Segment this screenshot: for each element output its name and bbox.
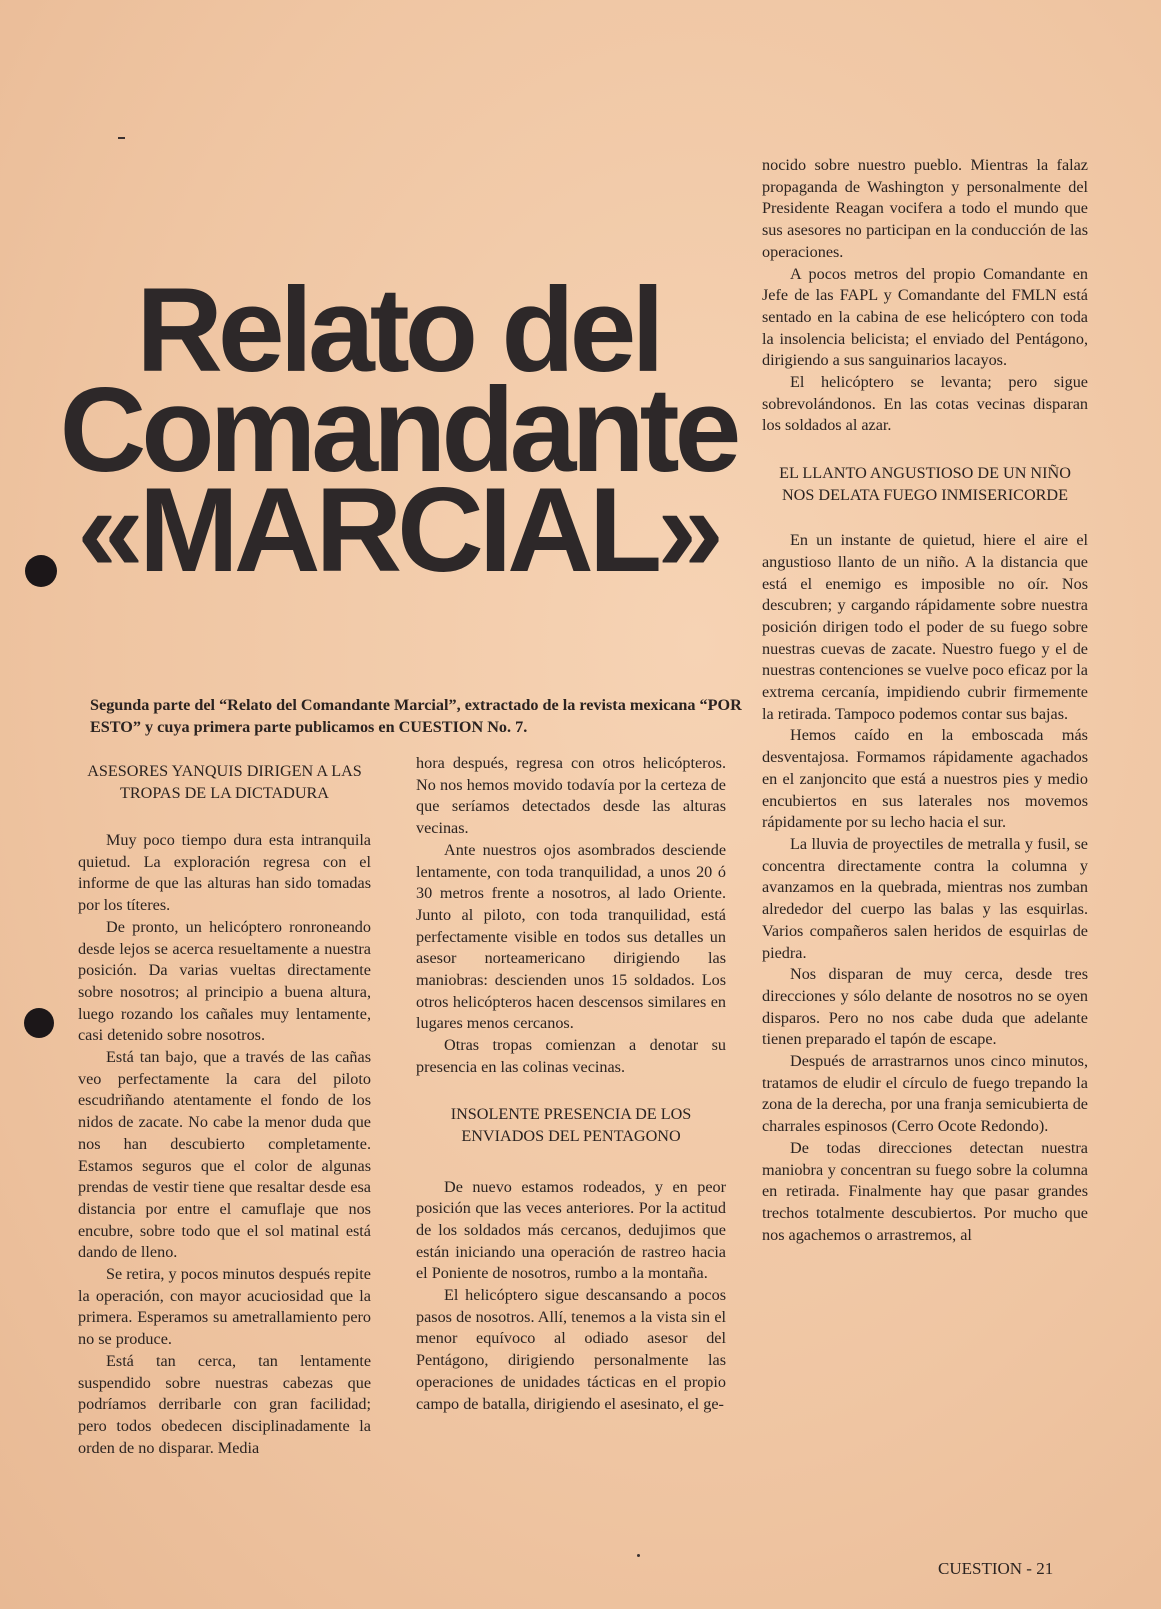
column-1 <box>78 760 371 1459</box>
title-line-3: «MARCIAL» <box>77 463 719 597</box>
paragraph: De nuevo estamos rodeados, y en peor posición que las veces anteriores. Por la actitud de los soldados más cercanos, dedujimos que están iniciando una operación de rastreo hacia el Poniente de nosotros, rumbo a la montaña. <box>416 1177 726 1283</box>
paragraph: Otras tropas comienzan a denotar su presencia en las colinas vecinas. <box>416 1036 726 1076</box>
paragraph: Está tan bajo, que a través de las cañas veo perfectamente la cara del piloto escudriñando atentamente el fondo de los nidos de zacate. No cabe la menor duda que nos han descubierto completamente. Estamos seguros que el color de algunas prendas de vestir tiene que resaltar desde esa distancia por entre el camuflaje que nos encubre, sobre todo que el sol matinal está dando de lleno. <box>78 1048 371 1262</box>
article-title <box>58 263 738 597</box>
column-2 <box>416 753 726 1415</box>
paragraph: Está tan cerca, tan lentamente suspendido sobre nuestras cabezas que podríamos derribarle con gran facilidad; pero todos obedecen disciplinadamente la orden de no disparar. Media <box>78 1351 371 1457</box>
paragraph: Muy poco tiempo dura esta intranquila quietud. La exploración regresa con el informe de que las alturas han sido tomadas por los títeres. <box>78 831 371 915</box>
paragraph: Ante nuestros ojos asombrados desciende lentamente, con toda tranquilidad, a unos 20 ó 30 metros frente a nosotros, al lado Oriente. Junto al piloto, con toda tranquilidad, está perfectamente visible en todos sus detalles un asesor norteamericano dirigiendo las maniobras: descienden unos 15 soldados. Los otros helicópteros hacen descensos similares en lugares menos cercanos. <box>416 840 726 1033</box>
paragraph-continuation: nocido sobre nuestro pueblo. Mientras la falaz propaganda de Washington y personalmente del Presidente Reagan vocifera a todo el mundo que sus asesores no participan en la conducción de las operaciones. <box>762 156 1088 261</box>
section-heading-asesores: ASESORES YANQUIS DIRIGEN A LAS TROPAS DE LA DICTADURA <box>87 762 362 802</box>
binder-hole-upper <box>25 555 57 587</box>
section-heading-llanto: EL LLANTO ANGUSTIOSO DE UN NIÑO NOS DELATA FUEGO INMISERICORDE <box>779 464 1071 505</box>
paragraph: Después de arrastrarnos unos cinco minutos, tratamos de eludir el círculo de fuego trepando la zona de la derecha, por una franja semicubierta de charrales espinosos (Cerro Ocote Redondo). <box>762 1052 1088 1136</box>
paragraph-continuation: hora después, regresa con otros helicópteros. No nos hemos movido todavía por la certeza de que seríamos detectados desde las alturas vecinas. <box>416 754 726 838</box>
paragraph: Hemos caído en la emboscada más desventajosa. Formamos rápidamente agachados en el zanjoncito que está a nuestros pies y medio encubiertos en sus laterales nos movemos rápidamente por su lecho hacia el sur. <box>762 726 1088 832</box>
stray-speck <box>637 1554 640 1557</box>
title-line-2: Comandante <box>59 363 737 497</box>
paragraph: El helicóptero se levanta; pero sigue sobrevolándonos. En las cotas vecinas disparan los soldados al azar. <box>762 373 1088 435</box>
article-intro: Segunda parte del “Relato del Comandante Marcial”, extractado de la revista mexicana “POR ESTO” y cuya primera parte publicamos en CUESTION No. 7. <box>90 696 742 736</box>
paragraph: La lluvia de proyectiles de metralla y fusil, se concentra directamente contra la columna y avanzamos en la quebrada, mientras nos zumban alrededor del cuerpo las balas y las esquirlas. Varios compañeros salen heridos de esquirlas de piedra. <box>762 834 1088 962</box>
paragraph: Se retira, y pocos minutos después repite la operación, con mayor acuciosidad que la primera. Esperamos su ametrallamiento pero no se produce. <box>78 1265 371 1349</box>
section-heading-insolente: INSOLENTE PRESENCIA DE LOS ENVIADOS DEL PENTAGONO <box>450 1104 692 1145</box>
paragraph: Nos disparan de muy cerca, desde tres direcciones y sólo delante de nosotros no se oyen disparos. Pero no nos cabe duda que adelante tienen preparado el tapón de escape. <box>762 965 1088 1049</box>
title-line-1: Relato del <box>136 263 660 397</box>
page-footer: CUESTION - 21 <box>938 1559 1054 1578</box>
binder-hole-lower <box>24 1008 54 1038</box>
stray-mark <box>118 137 125 139</box>
paragraph: El helicóptero sigue descansando a pocos pasos de nosotros. Allí, tenemos a la vista sin el menor equívoco al odiado asesor del Pentágono, dirigiendo personalmente las operaciones de unidades tácticas en el propio campo de batalla, dirigiendo el asesinato, el ge- <box>416 1286 726 1413</box>
paragraph: En un instante de quietud, hiere el aire el angustioso llanto de un niño. A la distancia que está el enemigo es imposible no oír. Nos descubren; y cargando rápidamente sobre nuestra posición dirigen todo el poder de su fuego sobre nuestras cuevas de zacate. Nuestro fuego y el de nuestras contenciones se vuelve poco eficaz por la extrema cercanía, impidiendo cubrir firmemente la retirada. Tampoco podemos contar sus bajas. <box>762 531 1088 723</box>
paragraph: De pronto, un helicóptero ronroneando desde lejos se acerca resueltamente a nuestra posición. Da varias vueltas directamente sobre nosotros; al principio a buena altura, luego rozando los cañales muy lentamente, casi detenido sobre nosotros. <box>78 917 371 1045</box>
paragraph: De todas direcciones detectan nuestra maniobra y concentran su fuego sobre la columna en retirada. Finalmente hay que pasar grandes trechos totalmente descubiertos. Por mucho que nos agachemos o arrastremos, al <box>762 1138 1088 1244</box>
paragraph: A pocos metros del propio Comandante en Jefe de las FAPL y Comandante del FMLN está sentado en la cabina de ese helicóptero con toda la insolencia belicista; el enviado del Pentágono, dirigiendo a sus sanguinarios lacayos. <box>762 264 1088 370</box>
column-3 <box>762 155 1088 1246</box>
